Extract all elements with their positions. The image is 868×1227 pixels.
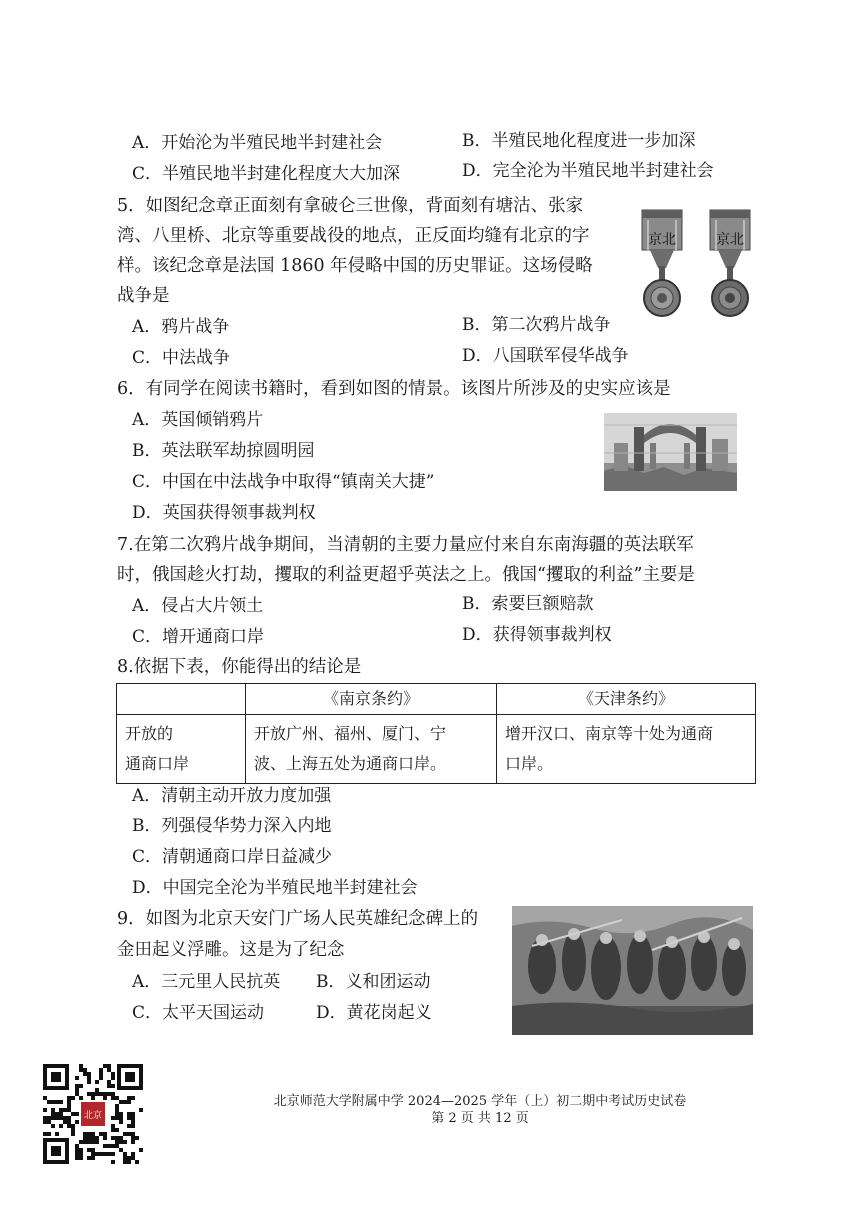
q4-option-d: D．完全沦为半殖民地半封建社会 bbox=[462, 161, 714, 181]
q5-stem-line1: 5．如图纪念章正面刻有拿破仑三世像，背面刻有塘沽、张家 bbox=[117, 196, 584, 216]
table-row bbox=[117, 715, 756, 784]
nanjing-line2: 波、上海五处为通商口岸。 bbox=[254, 754, 447, 773]
treaty-comparison-table bbox=[116, 683, 756, 784]
row-label-line2: 通商口岸 bbox=[125, 754, 190, 773]
relief-sculpture-photo bbox=[512, 906, 753, 1035]
page-number: 第 2 页 共 12 页 bbox=[431, 1111, 529, 1126]
q5-stem-line4: 战争是 bbox=[117, 286, 170, 306]
q7-option-c: C．增开通商口岸 bbox=[132, 627, 265, 647]
q5-stem-line3: 样。该纪念章是法国 1860 年侵略中国的历史罪证。这场侵略 bbox=[117, 256, 593, 276]
q8-option-a: A．清朝主动开放力度加强 bbox=[132, 786, 332, 806]
q6-option-a: A．英国倾销鸦片 bbox=[132, 410, 264, 430]
row-label-line1: 开放的 bbox=[125, 724, 174, 743]
q5-stem-line2: 湾、八里桥、北京等重要战役的地点，正反面均缝有北京的字 bbox=[117, 226, 590, 246]
q4-option-c: C．半殖民地半封建化程度大大加深 bbox=[132, 164, 401, 184]
q6-stem: 6．有同学在阅读书籍时，看到如图的情景。该图片所涉及的史实应该是 bbox=[117, 379, 671, 399]
table-header-row bbox=[117, 684, 756, 715]
q8-stem: 8.依据下表，你能得出的结论是 bbox=[117, 657, 362, 677]
table-header-tianjin: 《天津条约》 bbox=[497, 684, 756, 715]
q7-option-b: B．索要巨额赔款 bbox=[462, 594, 594, 614]
q7-stem-line2: 时，俄国趁火打劫，攫取的利益更超乎英法之上。俄国“攫取的利益”主要是 bbox=[117, 565, 695, 585]
tianjin-line1: 增开汉口、南京等十处为通商 bbox=[505, 724, 714, 743]
q6-option-c: C．中国在中法战争中取得“镇南关大捷” bbox=[132, 472, 435, 492]
table-row-label bbox=[117, 715, 246, 784]
tianjin-line2: 口岸。 bbox=[505, 754, 554, 773]
table-header-nanjing: 《南京条约》 bbox=[246, 684, 497, 715]
q6-option-b: B．英法联军劫掠圆明园 bbox=[132, 441, 315, 461]
footer-title: 北京师范大学附属中学 2024—2025 学年（上）初二期中考试历史试卷 bbox=[273, 1094, 687, 1109]
q7-option-a: A．侵占大片领土 bbox=[132, 596, 264, 616]
q9-option-d: D．黄花岗起义 bbox=[316, 1003, 432, 1023]
qr-badge-label: 北京 bbox=[83, 1111, 103, 1121]
medal-left-label: 京北 bbox=[648, 232, 676, 248]
q5-option-b: B．第二次鸦片战争 bbox=[462, 315, 611, 335]
q9-stem-line2: 金田起义浮雕。这是为了纪念 bbox=[117, 940, 345, 960]
q6-option-d: D．英国获得领事裁判权 bbox=[132, 503, 316, 523]
q4-option-a: A．开始沦为半殖民地半封建社会 bbox=[132, 133, 383, 153]
q8-option-d: D．中国完全沦为半殖民地半封建社会 bbox=[132, 878, 418, 898]
q8-option-c: C．清朝通商口岸日益减少 bbox=[132, 847, 333, 867]
q4-option-b: B．半殖民地化程度进一步加深 bbox=[462, 131, 696, 151]
q9-option-b: B．义和团运动 bbox=[316, 972, 431, 992]
table-cell-nanjing bbox=[246, 715, 497, 784]
q9-option-a: A．三元里人民抗英 bbox=[132, 972, 281, 992]
q9-stem-line1: 9．如图为北京天安门广场人民英雄纪念碑上的 bbox=[117, 909, 479, 929]
q7-option-d: D．获得领事裁判权 bbox=[462, 625, 612, 645]
q9-option-c: C．太平天国运动 bbox=[132, 1003, 265, 1023]
ruins-engraving bbox=[604, 413, 737, 491]
q5-option-d: D．八国联军侵华战争 bbox=[462, 346, 629, 366]
q8-option-b: B．列强侵华势力深入内地 bbox=[132, 816, 332, 836]
q5-option-a: A．鸦片战争 bbox=[132, 317, 230, 337]
qr-code[interactable] bbox=[41, 1062, 145, 1166]
q7-stem-line1: 7.在第二次鸦片战争期间，当清朝的主要力量应付来自东南海疆的英法联军 bbox=[117, 535, 694, 555]
medal-right-label: 京北 bbox=[716, 232, 744, 248]
medal-photo bbox=[636, 206, 756, 324]
table-corner-cell bbox=[117, 684, 246, 715]
table-cell-tianjin bbox=[497, 715, 756, 784]
q5-option-c: C．中法战争 bbox=[132, 348, 231, 368]
nanjing-line1: 开放广州、福州、厦门、宁 bbox=[254, 724, 447, 743]
